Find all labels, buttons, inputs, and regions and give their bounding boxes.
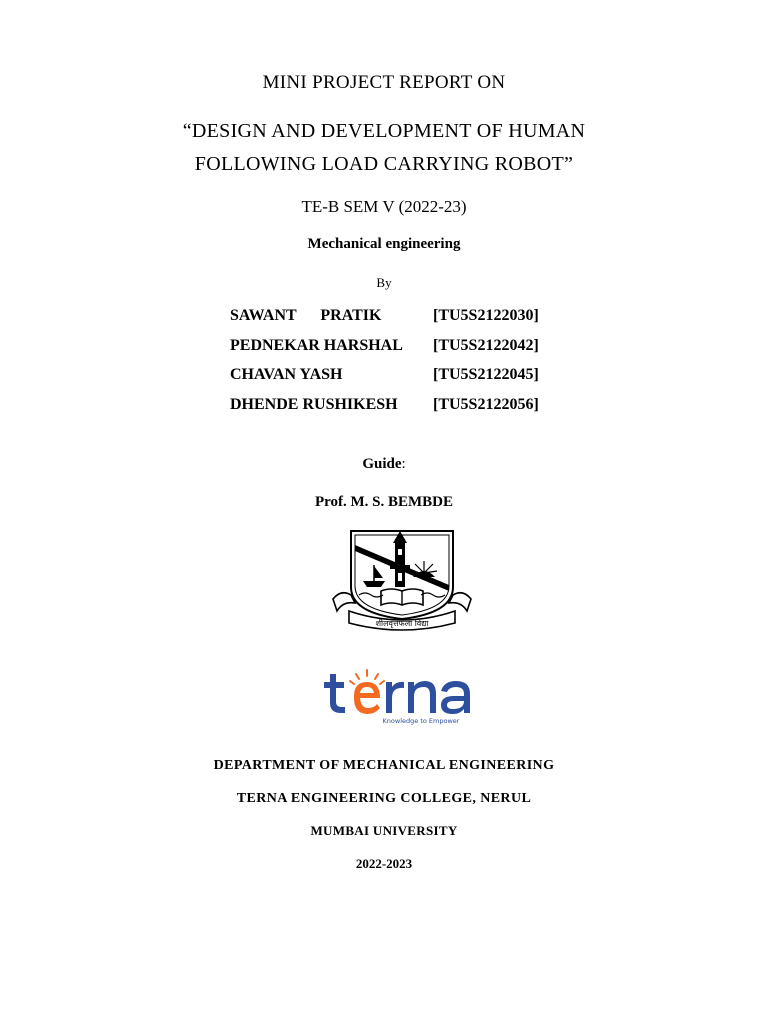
guide-name: Prof. M. S. BEMBDE <box>314 494 454 510</box>
project-title-line-2: FOLLOWING LOAD CARRYING ROBOT” <box>194 153 574 175</box>
member-id: [TU5S2122042] <box>433 336 539 354</box>
seal-motto: शीलवृत्तफला विद्या <box>375 619 429 628</box>
member-name: DHENDE RUSHIKESH <box>230 395 398 413</box>
semester-label: TE-B SEM V (2022-23) <box>301 197 467 216</box>
university-seal-icon <box>329 525 475 631</box>
member-id: [TU5S2122030] <box>433 307 539 324</box>
member-row <box>230 337 570 367</box>
department-label: DEPARTMENT OF MECHANICAL ENGINEERING <box>213 758 555 773</box>
member-name: PEDNEKAR HARSHAL <box>230 336 403 354</box>
branch-label: Mechanical engineering <box>307 236 461 252</box>
project-title-line-1: “DESIGN AND DEVELOPMENT OF HUMAN <box>182 120 586 142</box>
member-id: [TU5S2122056] <box>433 395 539 413</box>
member-id: [TU5S2122045] <box>433 366 539 383</box>
member-row <box>230 307 570 337</box>
member-row <box>230 366 570 396</box>
guide-colon: : <box>401 456 406 472</box>
university-label: MUMBAI UNIVERSITY <box>310 823 458 838</box>
member-name: CHAVAN YASH <box>230 366 343 383</box>
guide-label <box>0 456 768 473</box>
guide-label-text: Guide <box>362 456 402 472</box>
college-label: TERNA ENGINEERING COLLEGE, NERUL <box>236 791 532 806</box>
academic-year-label: 2022-2023 <box>355 856 413 871</box>
team-members-list <box>230 307 570 425</box>
member-name: SAWANT PRATIK <box>230 307 382 324</box>
report-heading: MINI PROJECT REPORT ON <box>262 72 506 93</box>
terna-tagline: Knowledge to Empower <box>382 717 460 725</box>
member-row <box>230 396 570 426</box>
terna-logo-icon <box>320 668 480 726</box>
by-label: By <box>376 275 392 290</box>
